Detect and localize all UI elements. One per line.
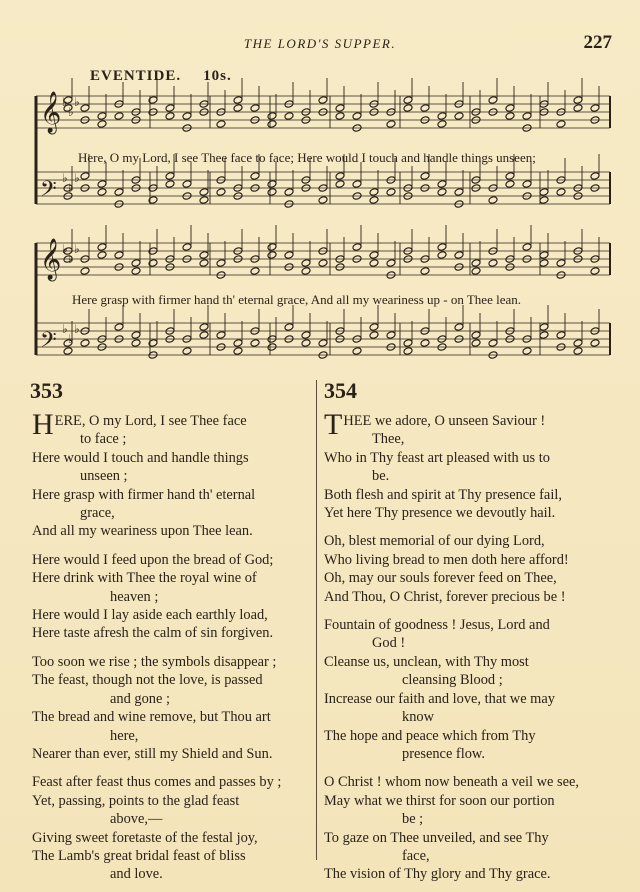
line-text: , O my Lord, I see Thee face bbox=[81, 413, 247, 429]
drop-cap: T bbox=[324, 408, 343, 441]
hymn-line: here, bbox=[110, 727, 139, 744]
hymn-line: The bread and wine remove, but Thou art bbox=[32, 709, 271, 726]
running-title: THE LORD'S SUPPER. bbox=[243, 36, 397, 51]
note-head bbox=[471, 259, 481, 268]
note-head bbox=[556, 120, 566, 129]
note-head bbox=[437, 180, 447, 189]
note-head bbox=[284, 188, 294, 197]
note-head bbox=[573, 347, 583, 356]
note-head bbox=[590, 267, 600, 276]
note-head bbox=[539, 251, 549, 260]
line-text: we adore, O unseen Saviour ! bbox=[371, 413, 546, 429]
note-head bbox=[80, 267, 90, 276]
hymn-line: God ! bbox=[372, 635, 406, 652]
note-head bbox=[284, 112, 294, 121]
hymn-354-text bbox=[324, 408, 614, 884]
first-word-rest: HEE bbox=[343, 413, 372, 429]
note-head bbox=[148, 96, 158, 105]
note-head bbox=[114, 188, 124, 197]
note-head bbox=[97, 120, 107, 129]
note-head bbox=[301, 259, 311, 268]
note-head bbox=[165, 112, 175, 121]
note-head bbox=[505, 104, 515, 113]
note-head bbox=[216, 259, 226, 268]
note-head bbox=[539, 323, 549, 332]
hymn-line: cleansing Blood ; bbox=[402, 672, 503, 689]
hymn-line: presence flow. bbox=[402, 745, 485, 762]
hymn-line: Here drink with Thee the royal wine of bbox=[32, 570, 257, 587]
hymn-line: Both flesh and spirit at Thy presence fail, bbox=[324, 486, 562, 503]
flat-icon: ♭ bbox=[62, 95, 68, 109]
tune-meter: 10s. bbox=[203, 68, 232, 84]
note-head bbox=[148, 339, 158, 348]
note-head bbox=[454, 251, 464, 260]
note-head bbox=[420, 339, 430, 348]
hymn-line: The feast, though not the love, is passed bbox=[32, 672, 263, 689]
note-head bbox=[471, 331, 481, 340]
note-head bbox=[131, 259, 141, 268]
stanza-gap bbox=[32, 643, 312, 653]
note-head bbox=[182, 243, 192, 252]
note-head bbox=[590, 339, 600, 348]
flat-icon: ♭ bbox=[62, 322, 68, 336]
note-head bbox=[539, 259, 549, 268]
hymn-line: Too soon we rise ; the symbols disappear ; bbox=[32, 653, 277, 670]
note-head bbox=[505, 112, 515, 121]
note-head bbox=[369, 323, 379, 332]
note-head bbox=[437, 120, 447, 129]
note-head bbox=[233, 96, 243, 105]
lyric-line-1: Here, O my Lord, I see Thee face to face; Here would I touch and handle things unseen; bbox=[78, 150, 536, 165]
hymn-line: know bbox=[402, 709, 434, 726]
note-head bbox=[199, 323, 209, 332]
note-head bbox=[199, 251, 209, 260]
note-head bbox=[233, 104, 243, 113]
hymn-line: And Thou, O Christ, forever precious be ! bbox=[324, 588, 566, 605]
stanza-gap bbox=[324, 606, 614, 616]
note-head bbox=[216, 120, 226, 129]
hymn-line bbox=[324, 408, 614, 441]
note-head bbox=[148, 259, 158, 268]
note-head bbox=[131, 267, 141, 276]
note-head bbox=[216, 331, 226, 340]
note-head bbox=[267, 243, 277, 252]
note-head bbox=[590, 104, 600, 113]
hymn-line: and gone ; bbox=[110, 690, 170, 707]
note-head bbox=[420, 267, 430, 276]
note-head bbox=[335, 104, 345, 113]
note-head bbox=[471, 339, 481, 348]
note-head bbox=[335, 180, 345, 189]
note-head bbox=[318, 259, 328, 268]
hymn-line: to face ; bbox=[80, 431, 127, 448]
note-head bbox=[352, 243, 362, 252]
note-head bbox=[386, 259, 396, 268]
note-head bbox=[199, 331, 209, 340]
hymn-line: Who living bread to men doth here afford! bbox=[324, 551, 569, 568]
note-head bbox=[352, 180, 362, 189]
flat-icon: ♭ bbox=[62, 171, 68, 185]
note-head bbox=[80, 104, 90, 113]
drop-cap: H bbox=[32, 408, 54, 441]
note-head bbox=[471, 267, 481, 276]
hymn-line: Increase our faith and love, that we may bbox=[324, 690, 555, 707]
flat-icon: ♭ bbox=[74, 242, 80, 256]
note-head bbox=[267, 188, 277, 197]
note-head bbox=[97, 243, 107, 252]
treble-clef-icon: 𝄞 bbox=[40, 92, 62, 133]
note-head bbox=[233, 339, 243, 348]
hymn-line: Fountain of goodness ! Jesus, Lord and bbox=[324, 617, 550, 634]
column-divider bbox=[316, 380, 317, 860]
hymn-line: Yet here Thy presence we devoutly hail. bbox=[324, 505, 556, 522]
bass-clef-icon: 𝄢 bbox=[40, 328, 57, 358]
hymn-line: Feast after feast thus comes and passes by ; bbox=[32, 774, 282, 791]
note-head bbox=[301, 339, 311, 348]
note-head bbox=[250, 339, 260, 348]
flat-icon: ♭ bbox=[74, 322, 80, 336]
note-head bbox=[369, 251, 379, 260]
hymn-line: be ; bbox=[402, 811, 424, 828]
note-head bbox=[437, 112, 447, 121]
note-head bbox=[114, 112, 124, 121]
hymn-line: To gaze on Thee unveiled, and see Thy bbox=[324, 829, 549, 846]
note-head bbox=[182, 112, 192, 121]
note-head bbox=[403, 104, 413, 113]
note-head bbox=[522, 347, 532, 356]
note-head bbox=[488, 339, 498, 348]
note-head bbox=[318, 196, 328, 205]
note-head bbox=[556, 259, 566, 268]
note-head bbox=[148, 196, 158, 205]
hymn-354-number: 354 bbox=[324, 378, 357, 403]
hymn-line: Oh, blest memorial of our dying Lord, bbox=[324, 533, 545, 550]
hymn-line: Here would I touch and handle things bbox=[32, 449, 249, 466]
note-head bbox=[63, 347, 73, 356]
note-head bbox=[437, 251, 447, 260]
note-head bbox=[250, 104, 260, 113]
hymn-353-number: 353 bbox=[30, 378, 63, 403]
note-head bbox=[573, 339, 583, 348]
note-head bbox=[437, 243, 447, 252]
note-head bbox=[165, 180, 175, 189]
note-head bbox=[369, 196, 379, 205]
hymn-line: And all my weariness upon Thee lean. bbox=[32, 523, 253, 540]
note-head bbox=[165, 172, 175, 181]
note-head bbox=[182, 347, 192, 356]
hymn-line: The Lamb's great bridal feast of bliss bbox=[32, 847, 246, 864]
note-head bbox=[199, 188, 209, 197]
note-head bbox=[267, 180, 277, 189]
note-head bbox=[420, 104, 430, 113]
note-head bbox=[488, 259, 498, 268]
note-head bbox=[199, 259, 209, 268]
note-head bbox=[335, 172, 345, 181]
hymn-line: Here would I feed upon the bread of God; bbox=[32, 551, 274, 568]
note-head bbox=[318, 96, 328, 105]
note-head bbox=[403, 339, 413, 348]
note-head bbox=[97, 188, 107, 197]
stanza-gap bbox=[32, 541, 312, 551]
note-head bbox=[216, 188, 226, 197]
stanza-gap bbox=[32, 763, 312, 773]
hymn-line: Oh, may our souls forever feed on Thee, bbox=[324, 570, 557, 587]
note-head bbox=[522, 180, 532, 189]
note-head bbox=[488, 196, 498, 205]
note-head bbox=[369, 331, 379, 340]
note-head bbox=[267, 120, 277, 129]
note-head bbox=[97, 251, 107, 260]
note-head bbox=[250, 267, 260, 276]
note-head bbox=[369, 188, 379, 197]
note-head bbox=[403, 347, 413, 356]
note-head bbox=[114, 323, 124, 332]
hymn-line: above,— bbox=[110, 811, 163, 828]
flat-icon: ♭ bbox=[68, 105, 74, 119]
hymn-line: heaven ; bbox=[110, 588, 159, 605]
note-head bbox=[590, 172, 600, 181]
bass-clef-icon: 𝄢 bbox=[40, 177, 57, 207]
note-head bbox=[97, 112, 107, 121]
note-head bbox=[522, 243, 532, 252]
note-head bbox=[573, 96, 583, 105]
note-head bbox=[335, 112, 345, 121]
hymn-line: Who in Thy feast art pleased with us to bbox=[324, 449, 550, 466]
hymn-line: The hope and peace which from Thy bbox=[324, 727, 536, 744]
note-head bbox=[454, 188, 464, 197]
note-head bbox=[301, 331, 311, 340]
note-head bbox=[233, 347, 243, 356]
hymn-line: May what we thirst for soon our portion bbox=[324, 792, 555, 809]
note-head bbox=[301, 267, 311, 276]
note-head bbox=[369, 259, 379, 268]
note-head bbox=[522, 112, 532, 121]
hymn-line: unseen ; bbox=[80, 468, 128, 485]
music-score bbox=[0, 0, 640, 380]
note-head bbox=[488, 96, 498, 105]
hymn-line: grace, bbox=[80, 505, 115, 522]
note-head bbox=[386, 188, 396, 197]
note-head bbox=[539, 331, 549, 340]
note-head bbox=[352, 347, 362, 356]
page-number: 227 bbox=[583, 32, 612, 53]
note-head bbox=[318, 339, 328, 348]
hymn-line: Thee, bbox=[372, 431, 405, 448]
hymn-line: Yet, passing, points to the glad feast bbox=[32, 792, 240, 809]
hymn-line: and love. bbox=[110, 866, 163, 883]
note-head bbox=[199, 196, 209, 205]
note-head bbox=[403, 96, 413, 105]
note-head bbox=[80, 339, 90, 348]
note-head bbox=[182, 180, 192, 189]
note-head bbox=[505, 172, 515, 181]
note-head bbox=[454, 323, 464, 332]
note-head bbox=[114, 251, 124, 260]
note-head bbox=[250, 172, 260, 181]
stanza-gap bbox=[324, 763, 614, 773]
hymn-line: Here grasp with firmer hand th' eternal bbox=[32, 486, 256, 503]
flat-icon: ♭ bbox=[74, 171, 80, 185]
first-word-rest: ERE bbox=[54, 413, 82, 429]
flat-icon: ♭ bbox=[68, 332, 74, 346]
note-head bbox=[97, 180, 107, 189]
note-head bbox=[539, 196, 549, 205]
note-head bbox=[386, 331, 396, 340]
note-head bbox=[267, 112, 277, 121]
flat-icon: ♭ bbox=[62, 242, 68, 256]
hymn-line: Here taste afresh the calm of sin forgiven. bbox=[32, 625, 274, 642]
note-head bbox=[165, 104, 175, 113]
tune-name: EVENTIDE. bbox=[90, 68, 182, 84]
hymn-line: Giving sweet foretaste of the festal joy, bbox=[32, 829, 258, 846]
note-head bbox=[454, 112, 464, 121]
hymn-line: face, bbox=[402, 847, 430, 864]
hymn-line: Nearer than ever, still my Shield and Sun. bbox=[32, 745, 273, 762]
hymn-line: Cleanse us, unclean, with Thy most bbox=[324, 653, 529, 670]
note-head bbox=[267, 251, 277, 260]
flat-icon: ♭ bbox=[74, 95, 80, 109]
hymn-line: Here would I lay aside each earthly load, bbox=[32, 607, 268, 624]
note-head bbox=[573, 104, 583, 113]
note-head bbox=[437, 188, 447, 197]
note-head bbox=[420, 172, 430, 181]
note-head bbox=[505, 180, 515, 189]
hymn-line: be. bbox=[372, 468, 390, 485]
note-head bbox=[131, 331, 141, 340]
note-head bbox=[284, 323, 294, 332]
note-head bbox=[556, 188, 566, 197]
note-head bbox=[539, 188, 549, 197]
flat-icon: ♭ bbox=[68, 252, 74, 266]
treble-clef-icon: 𝄞 bbox=[40, 239, 62, 280]
lyric-line-2: Here grasp with firmer hand th' eternal grace, And all my weariness up - on Thee lean. bbox=[72, 292, 521, 307]
hymn-line: The vision of Thy glory and Thy grace. bbox=[324, 866, 551, 883]
hymn-353-text bbox=[32, 408, 312, 884]
note-head bbox=[556, 331, 566, 340]
hymn-line: O Christ ! whom now beneath a veil we see, bbox=[324, 774, 579, 791]
note-head bbox=[284, 251, 294, 260]
stanza-gap bbox=[324, 522, 614, 532]
note-head bbox=[80, 172, 90, 181]
note-head bbox=[352, 112, 362, 121]
note-head bbox=[131, 339, 141, 348]
flat-icon: ♭ bbox=[68, 181, 74, 195]
note-head bbox=[386, 120, 396, 129]
